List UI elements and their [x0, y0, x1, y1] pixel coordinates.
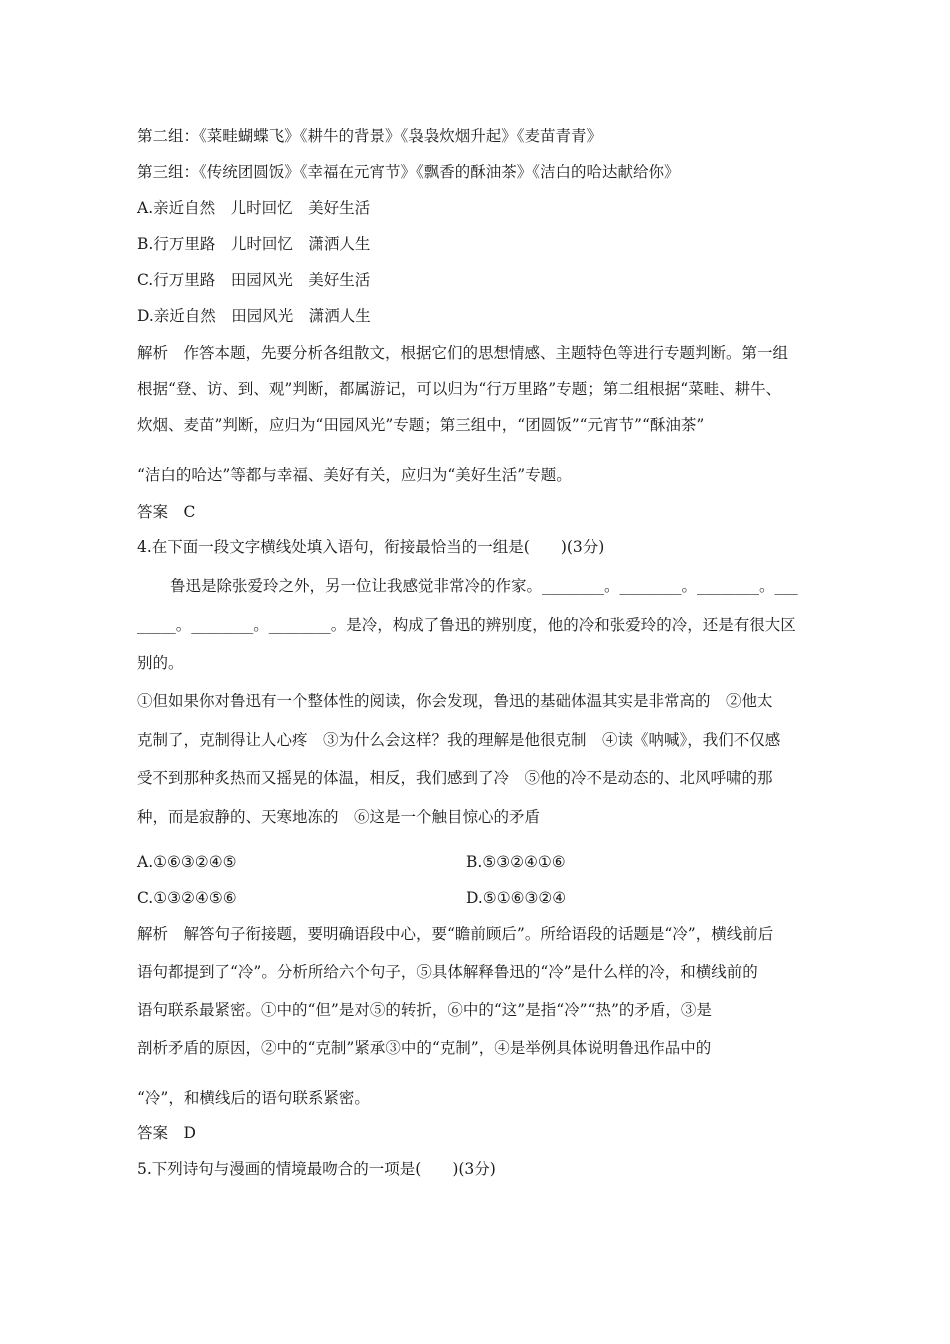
group-three-line: 第三组：《传统团圆饭》《幸福在元宵节》《飘香的酥油茶》《洁白的哈达献给你》 [137, 163, 680, 181]
analysis-q3-line4: “洁白的哈达”等都与幸福、美好有关，应归为“美好生活”专题。 [137, 466, 572, 484]
option-a-q4: A.①⑥③②④⑤ [137, 853, 237, 871]
analysis-q3-line3: 炊烟、麦苗”判断，应归为“田园风光”专题；第三组中，“团圆饭”“元宵节”“酥油茶” [137, 416, 705, 434]
analysis-q3-line1: 解析 作答本题，先要分析各组散文，根据它们的思想情感、主题特色等进行专题判断。第一组 [137, 344, 789, 362]
analysis-q3-line2: 根据“登、访、到、观”判断，都属游记，可以归为“行万里路”专题；第二组根据“菜畦、耕牛、 [137, 380, 782, 398]
analysis-q4-line4: 剖析矛盾的原因，②中的“克制”紧承③中的“克制”，④是举例具体说明鲁迅作品中的 [137, 1039, 712, 1057]
passage-line1: 鲁迅是除张爱玲之外，另一位让我感觉非常冷的作家。________。________。________。___ [170, 577, 798, 595]
sentences-line3: 受不到那种炙热而又摇晃的体温，相反，我们感到了冷 ⑤他的冷不是动态的、北风呼啸的那 [137, 769, 773, 787]
option-d-q4: D.⑤①⑥③②④ [466, 889, 567, 907]
option-b-q4: B.⑤③②④①⑥ [466, 853, 566, 871]
passage-line2: _____。________。________。是冷，构成了鲁迅的辨别度，他的冷和张爱玲的冷，还是有很大区 [137, 616, 796, 634]
option-c-q4: C.①③②④⑤⑥ [137, 889, 237, 907]
answer-q3: 答案 C [137, 503, 196, 521]
sentences-line4: 种，而是寂静的、天寒地冻的 ⑥这是一个触目惊心的矛盾 [137, 808, 541, 826]
sentences-line1: ①但如果你对鲁迅有一个整体性的阅读，你会发现，鲁迅的基础体温其实是非常高的 ②他太 [137, 692, 773, 710]
option-d-q3: D.亲近自然 田园风光 潇洒人生 [137, 307, 371, 325]
question-4-title: 4.在下面一段文字横线处填入语句，衔接最恰当的一组是( )(3分) [137, 538, 605, 556]
analysis-q4-line1: 解析 解答句子衔接题，要明确语段中心，要“瞻前顾后”。所给语段的话题是“冷”，横线前后 [137, 925, 774, 943]
analysis-q4-line3: 语句联系最紧密。①中的“但”是对⑤的转折，⑥中的“这”是指“冷”“热”的矛盾，③是 [137, 1001, 712, 1019]
answer-q4: 答案 D [137, 1124, 196, 1142]
passage-line3: 别的。 [137, 654, 184, 672]
option-b-q3: B.行万里路 儿时回忆 潇洒人生 [137, 235, 371, 253]
group-two-line: 第二组：《菜畦蝴蝶飞》《耕牛的背景》《袅袅炊烟升起》《麦苗青青》 [137, 127, 603, 145]
analysis-q4-line2: 语句都提到了“冷”。分析所给六个句子，⑤具体解释鲁迅的“冷”是什么样的冷，和横线前的 [137, 963, 758, 981]
analysis-q4-line5: “冷”，和横线后的语句联系紧密。 [137, 1089, 370, 1107]
option-c-q3: C.行万里路 田园风光 美好生活 [137, 271, 371, 289]
option-a-q3: A.亲近自然 儿时回忆 美好生活 [137, 199, 371, 217]
question-5-title: 5.下列诗句与漫画的情境最吻合的一项是( )(3分) [137, 1160, 496, 1178]
sentences-line2: 克制了，克制得让人心疼 ③为什么会这样？我的理解是他很克制 ④读《呐喊》，我们不仅感 [137, 731, 781, 749]
